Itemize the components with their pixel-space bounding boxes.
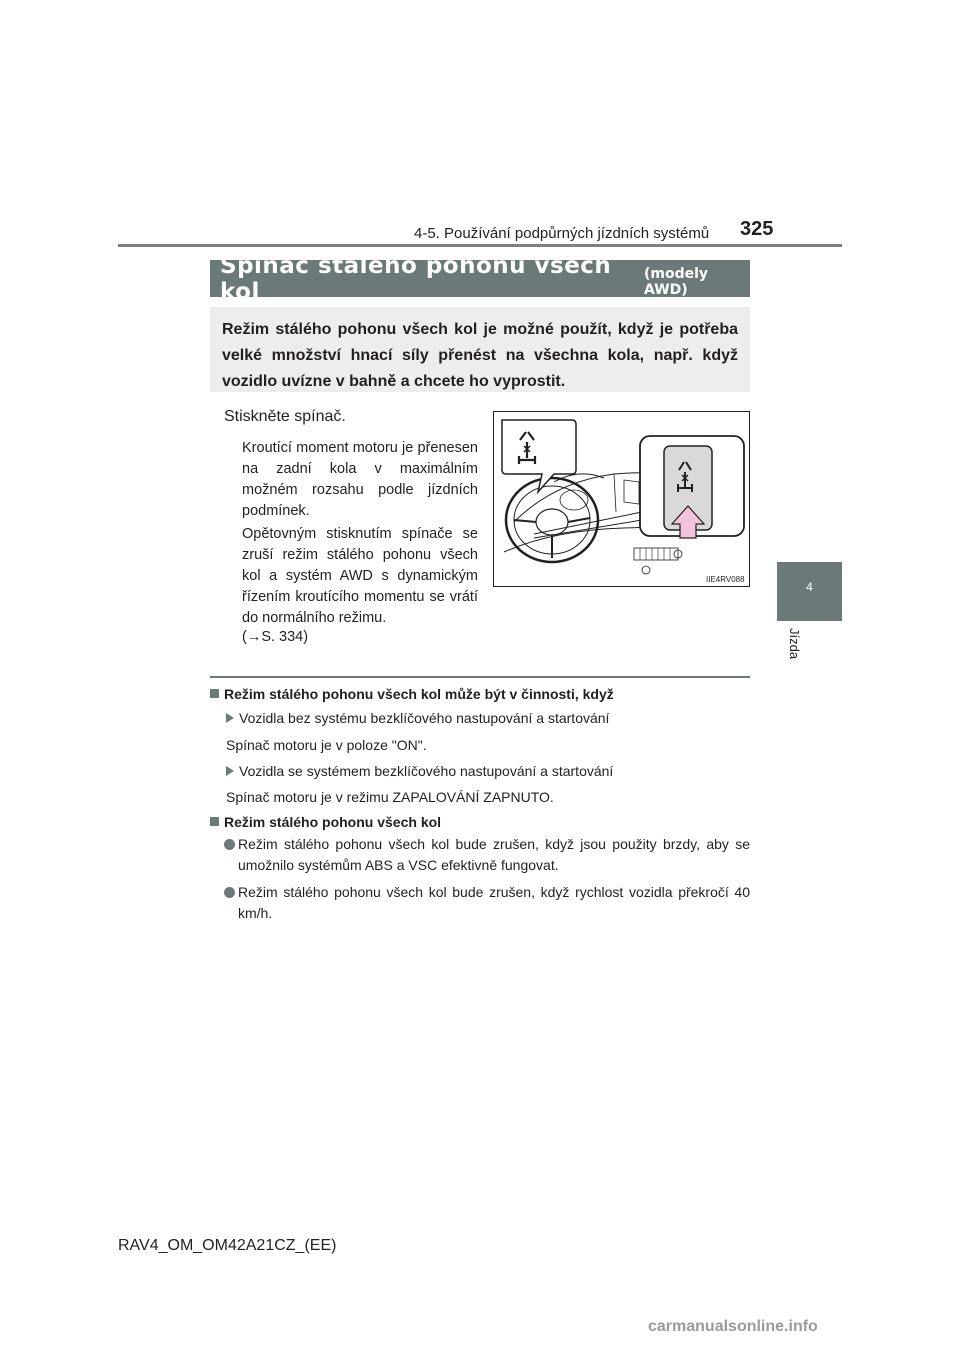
list-item-text: Režim stálého pohonu všech kol bude zrušen, když rychlost vozidla překročí 40 km/h.: [238, 884, 750, 921]
condition-detail-2: Spínač motoru je v režimu ZAPALOVÁNÍ ZAPNUTO.: [226, 789, 554, 805]
header-section-title: 4-5. Používání podpůrných jízdních systémů: [414, 225, 710, 242]
step-title: Stiskněte spínač.: [224, 408, 346, 425]
header-divider: [118, 244, 842, 247]
notes-divider: [210, 676, 750, 678]
chapter-label: Jízda: [787, 628, 802, 660]
condition-detail-1: Spínač motoru je v poloze "ON".: [226, 737, 427, 753]
watermark: carmanualsonline.info: [648, 1318, 818, 1335]
chapter-tab[interactable]: [777, 562, 842, 621]
square-bullet-icon: [210, 689, 219, 698]
dashboard-illustration: [493, 411, 750, 587]
triangle-bullet-icon: [226, 766, 234, 776]
list-item: [224, 882, 750, 924]
section-title-subtitle: (modely AWD): [643, 265, 709, 298]
section-title-bar: [210, 252, 750, 305]
section-title: Spínač stálého pohonu všech kol: [220, 252, 612, 305]
note-heading-1-text: Režim stálého pohonu všech kol může být v činnosti, když: [224, 686, 614, 702]
step-description-2: Opětovným stisknutím spínače se zruší režim stálého pohonu všech kol a systém AWD s dynamickým řízením kroutícího momentu se vrátí do normálního režimu.: [242, 526, 478, 626]
document-code-footer: RAV4_OM_OM42A21CZ_(EE): [118, 1237, 337, 1254]
chapter-number: 4: [806, 580, 813, 594]
page-reference-link[interactable]: (→S. 334): [242, 629, 309, 645]
summary-box: Režim stálého pohonu všech kol je možné použít, když je potřeba velké množství hnací síly přenést na všechna kola, např. když vozidlo uvízne v bahně a chcete ho vyprostit.: [210, 307, 750, 392]
list-item-text: Režim stálého pohonu všech kol bude zrušen, když jsou použity brzdy, aby se umožnilo systémům ABS a VSC efektivně fungovat.: [238, 836, 750, 873]
circle-bullet-icon: [224, 839, 235, 850]
note-heading-2-text: Režim stálého pohonu všech kol: [224, 814, 442, 830]
note-heading-2: [210, 814, 441, 830]
condition-2-text: Vozidla se systémem bezklíčového nastupování a startování: [239, 763, 614, 779]
circle-bullet-icon: [224, 887, 235, 898]
note-heading-1: [210, 686, 614, 702]
page-number: 325: [740, 218, 774, 240]
condition-1-text: Vozidla bez systému bezklíčového nastupování a startování: [239, 710, 610, 726]
condition-line-2: [226, 763, 613, 779]
list-item: [224, 834, 750, 876]
dashboard-illustration-svg: [494, 412, 749, 586]
square-bullet-icon: [210, 817, 219, 826]
triangle-bullet-icon: [226, 713, 234, 723]
step-description-1: Kroutící moment motoru je přenesen na zadní kola v maximálním možném rozsahu podle jízdních podmínek.: [242, 440, 478, 519]
figure-code: IIE4RV088: [706, 575, 745, 584]
condition-line-1: [226, 710, 609, 726]
